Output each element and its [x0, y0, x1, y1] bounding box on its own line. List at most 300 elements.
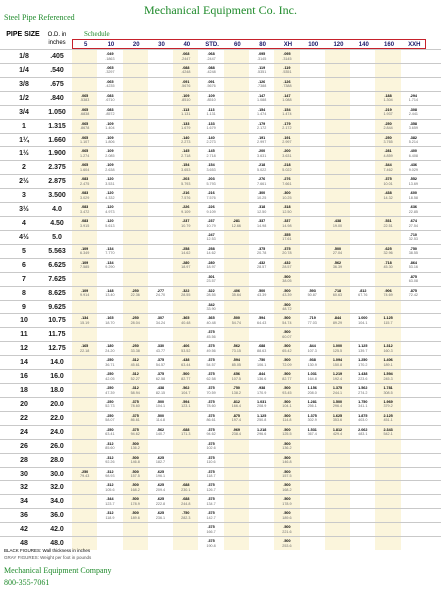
weight-per-foot: 118.7 — [206, 474, 216, 478]
pipe-row — [0, 174, 441, 188]
weight-per-foot: 10.79 — [181, 223, 191, 228]
schedule-cell — [249, 386, 274, 395]
pipe-row — [0, 508, 441, 522]
wall-thickness: .500 — [283, 455, 291, 460]
wall-thickness: .065 — [81, 121, 89, 126]
weight-per-foot: 142.7 — [206, 515, 216, 520]
schedule-cell — [249, 205, 274, 214]
schedule-header: 120 — [333, 42, 344, 48]
wall-thickness: .065 — [81, 163, 89, 168]
wall-thickness: .375 — [207, 497, 215, 502]
schedule-cell — [72, 247, 97, 256]
weight-per-foot: 22.18 — [80, 348, 90, 353]
weight-per-foot: 114.8 — [156, 418, 165, 423]
weight-per-foot: 13.69 — [408, 181, 418, 186]
schedule-cell — [401, 289, 426, 298]
wall-thickness: .438 — [156, 386, 165, 390]
weight-per-foot: 451.1 — [383, 418, 393, 423]
weight-per-foot: .7388 — [282, 84, 292, 89]
weight-per-foot: .2447 — [206, 56, 216, 61]
weight-per-foot: 9.290 — [105, 265, 115, 270]
weight-per-foot: 190.8 — [206, 543, 216, 548]
pipe-size: 3/8 — [19, 80, 29, 88]
wall-thickness: .562 — [333, 260, 342, 265]
weight-per-foot: 379.2 — [383, 404, 393, 409]
schedule-cell — [97, 122, 122, 131]
pipe-row — [0, 480, 441, 494]
schedule-cell — [300, 428, 325, 437]
weight-per-foot: 168.2 — [130, 487, 140, 492]
outside-diameter: 4.0 — [52, 206, 62, 214]
weight-per-foot: 244.1 — [332, 390, 343, 395]
wall-thickness: .500 — [283, 399, 291, 404]
wall-thickness: .065 — [81, 135, 89, 140]
weight-per-foot: 138.2 — [231, 390, 241, 395]
schedule-cell — [274, 163, 299, 172]
pipe-row — [0, 327, 441, 341]
schedule-cell — [249, 122, 274, 131]
schedule-cell — [350, 358, 375, 367]
pipe-size: 2½ — [19, 178, 29, 186]
schedule-cell — [148, 358, 173, 367]
schedule-cell — [274, 122, 299, 131]
wall-thickness: .375 — [207, 427, 215, 432]
wall-thickness: .312 — [106, 483, 114, 488]
wall-thickness: 1.594 — [383, 372, 393, 377]
schedule-cell — [97, 511, 122, 520]
schedule-cell — [72, 136, 97, 145]
outside-diameter: .840 — [50, 94, 64, 102]
schedule-cell — [274, 497, 299, 506]
wall-thickness: .250 — [384, 121, 392, 126]
schedule-cell — [274, 94, 299, 103]
schedule-cell — [173, 205, 198, 214]
outside-diameter: 2.875 — [48, 178, 66, 186]
weight-per-foot: 19.00 — [332, 223, 343, 228]
schedule-cell — [249, 177, 274, 186]
schedule-cell — [325, 261, 350, 270]
weight-per-foot: .3145 — [282, 56, 292, 61]
weight-per-foot: 296.6 — [257, 432, 267, 437]
weight-per-foot: 139.7 — [358, 348, 368, 353]
schedule-cell — [198, 219, 223, 228]
weight-per-foot: 104.7 — [181, 390, 191, 395]
schedule-cell — [249, 247, 274, 256]
wall-thickness: .188 — [384, 93, 392, 98]
wall-thickness: .109 — [81, 288, 89, 293]
wall-thickness: .119 — [258, 65, 266, 70]
weight-per-foot: 54.57 — [155, 362, 166, 367]
schedule-cell — [173, 247, 198, 256]
weight-per-foot: 36.39 — [332, 265, 343, 270]
schedule-cell — [350, 386, 375, 395]
wall-thickness: 1.375 — [307, 413, 317, 418]
schedule-cell — [173, 511, 198, 520]
schedule-cell — [375, 414, 400, 423]
weight-per-foot: 250.8 — [257, 418, 267, 423]
outside-diameter: 28.0 — [50, 456, 64, 464]
weight-per-foot: 1.679 — [206, 126, 216, 131]
schedule-cell — [375, 136, 400, 145]
pipe-size: 26 — [20, 442, 28, 450]
schedule-cell — [401, 108, 426, 117]
weight-per-foot: 32.96 — [383, 251, 393, 256]
weight-per-foot: 53.16 — [408, 265, 418, 270]
outside-diameter: .405 — [50, 53, 64, 60]
weight-per-foot: 38.55 — [408, 251, 418, 256]
wall-thickness: .250 — [106, 358, 114, 363]
wall-thickness: .119 — [283, 65, 291, 70]
schedule-cell — [249, 414, 274, 423]
weight-per-foot: .5676 — [181, 84, 191, 89]
wall-thickness: .375 — [207, 483, 215, 488]
wall-thickness: .406 — [182, 344, 190, 349]
wall-thickness: .330 — [156, 344, 165, 349]
schedule-cell — [198, 344, 223, 353]
weight-per-foot: 157.5 — [130, 474, 140, 478]
wall-thickness: .438 — [333, 219, 342, 223]
pipe-row — [0, 286, 441, 300]
schedule-cell — [173, 261, 198, 270]
weight-per-foot: 9.109 — [206, 209, 216, 214]
schedule-cell — [274, 303, 299, 312]
schedule-cell — [249, 191, 274, 200]
schedule-cell — [198, 483, 223, 492]
schedule-header: 80 — [259, 42, 266, 48]
wall-thickness: .109 — [106, 163, 114, 168]
schedule-cell — [198, 163, 223, 172]
schedule-cell — [148, 372, 173, 381]
weight-per-foot: 1.679 — [181, 126, 191, 131]
schedule-cell — [198, 108, 223, 117]
wall-thickness: .382 — [409, 135, 417, 140]
weight-per-foot: 82.15 — [155, 390, 166, 395]
wall-thickness: .375 — [207, 539, 215, 544]
weight-per-foot: 209.4 — [155, 487, 166, 492]
schedule-cell — [97, 456, 122, 465]
schedule-cell — [97, 149, 122, 158]
schedule-cell — [401, 233, 426, 242]
schedule-cell — [274, 511, 299, 520]
pipe-row — [0, 216, 441, 230]
weight-per-foot: .5383 — [80, 98, 90, 103]
weight-per-foot: 429.4 — [332, 432, 343, 437]
weight-per-foot: 125.5 — [282, 432, 292, 437]
weight-per-foot: 63.08 — [408, 279, 418, 284]
weight-per-foot: 2.718 — [181, 153, 191, 158]
weight-per-foot: 2.273 — [181, 140, 191, 144]
weight-per-foot: 123.1 — [181, 404, 191, 409]
outside-diameter: 6.625 — [48, 261, 66, 269]
schedule-cell — [97, 470, 122, 479]
schedule-cell — [148, 456, 173, 465]
schedule-cell — [148, 386, 173, 395]
schedule-cell — [198, 191, 223, 200]
schedule-header-row — [72, 39, 426, 49]
wall-thickness: .355 — [283, 232, 291, 237]
weight-per-foot: 85.05 — [231, 362, 241, 367]
weight-per-foot: .4248 — [181, 70, 191, 75]
pipe-size: 10 — [20, 317, 28, 325]
schedule-cell — [173, 316, 198, 325]
pipe-size: 2 — [22, 164, 26, 172]
schedule-cell — [123, 456, 148, 465]
wall-thickness: .134 — [106, 260, 114, 265]
pipe-size: 20 — [20, 400, 28, 408]
weight-per-foot: 50.87 — [307, 293, 317, 298]
weight-per-foot: 74.69 — [383, 293, 393, 298]
wall-thickness: .113 — [207, 107, 215, 112]
schedule-cell — [401, 149, 426, 158]
weight-per-foot: 2.441 — [408, 112, 418, 117]
wall-thickness: .358 — [409, 121, 417, 126]
pipe-row — [0, 146, 441, 160]
schedule-cell — [97, 191, 122, 200]
weight-per-foot: 86.61 — [206, 418, 216, 423]
weight-per-foot: 104.1 — [282, 404, 292, 409]
wall-thickness: .875 — [409, 288, 417, 293]
wall-thickness: .500 — [283, 413, 291, 418]
pipe-size: 9 — [22, 303, 26, 311]
wall-thickness: .375 — [207, 469, 215, 474]
schedule-cell — [148, 470, 173, 479]
weight-per-foot: 64.43 — [257, 320, 267, 325]
pipe-size: 48 — [20, 540, 28, 548]
weight-per-foot: 54.74 — [282, 320, 292, 325]
weight-per-foot: 244.8 — [181, 501, 191, 506]
weight-per-foot: 5.613 — [105, 223, 115, 228]
schedule-cell — [123, 316, 148, 325]
wall-thickness: .375 — [207, 344, 215, 349]
schedule-cell — [274, 136, 299, 145]
schedule-cell — [173, 386, 198, 395]
schedule-cell — [123, 400, 148, 409]
outside-diameter: 26.0 — [50, 442, 64, 450]
wall-thickness: .250 — [131, 344, 139, 349]
weight-per-foot: 12.50 — [282, 209, 292, 214]
wall-thickness: .216 — [207, 191, 215, 196]
schedule-cell — [375, 400, 400, 409]
schedule-cell — [173, 344, 198, 353]
wall-thickness: .147 — [283, 93, 291, 98]
wall-thickness: .938 — [308, 358, 316, 363]
schedule-cell — [274, 261, 299, 270]
wall-thickness: .280 — [207, 260, 215, 265]
pipe-size: 1/8 — [19, 53, 29, 60]
schedule-cell — [123, 428, 148, 437]
weight-per-foot: 1.088 — [282, 98, 292, 103]
schedule-cell — [198, 539, 223, 548]
pipe-size: 7 — [22, 275, 26, 283]
schedule-cell — [375, 261, 400, 270]
weight-per-foot: 178.9 — [282, 501, 292, 506]
schedule-cell — [249, 344, 274, 353]
weight-per-foot: 5.022 — [257, 167, 267, 172]
schedule-cell — [274, 400, 299, 409]
weight-per-foot: 45.30 — [383, 265, 393, 270]
schedule-cell — [97, 483, 122, 492]
weight-per-foot: 45.61 — [130, 362, 140, 367]
schedule-cell — [375, 177, 400, 186]
weight-per-foot: 10.25 — [257, 195, 267, 200]
schedule-cell — [274, 191, 299, 200]
weight-per-foot: 3.631 — [282, 153, 292, 158]
weight-per-foot: 353.6 — [332, 418, 343, 423]
wall-thickness: .065 — [106, 79, 114, 84]
weight-per-foot: 1.274 — [80, 153, 90, 158]
schedule-cell — [97, 428, 122, 437]
wall-thickness: .200 — [283, 149, 291, 154]
schedule-cell — [224, 414, 249, 423]
schedule-cell — [224, 358, 249, 367]
pipe-row — [0, 105, 441, 119]
wall-thickness: .656 — [232, 372, 240, 377]
schedule-cell — [97, 177, 122, 186]
wall-thickness: 1.031 — [257, 399, 267, 404]
wall-thickness: .312 — [131, 372, 139, 377]
schedule-cell — [123, 483, 148, 492]
pipe-row — [0, 230, 441, 244]
schedule-cell — [375, 94, 400, 103]
wall-thickness: .875 — [232, 413, 240, 418]
schedule-cell — [249, 80, 274, 89]
schedule-header: 40 — [183, 42, 191, 48]
weight-per-foot: 7.576 — [181, 195, 191, 200]
weight-per-foot: 7.770 — [105, 251, 115, 256]
wall-thickness: .203 — [207, 177, 215, 182]
schedule-cell — [274, 66, 299, 75]
schedule-header: XXH — [408, 42, 421, 48]
weight-per-foot: 197.4 — [231, 418, 241, 423]
schedule-cell — [249, 94, 274, 103]
wall-thickness: .375 — [207, 358, 215, 363]
wall-thickness: .095 — [258, 52, 266, 56]
company-title: Mechanical Equipment Co. Inc. — [144, 3, 297, 17]
pipe-size: 3 — [22, 192, 26, 200]
schedule-cell — [198, 372, 223, 381]
wall-thickness: .625 — [156, 469, 165, 474]
wall-thickness: .148 — [106, 288, 114, 293]
schedule-cell — [401, 275, 426, 284]
weight-per-foot: 43.77 — [155, 348, 166, 353]
schedule-cell — [173, 372, 198, 381]
schedule-cell — [274, 149, 299, 158]
weight-per-foot: 72.42 — [408, 293, 418, 298]
wall-thickness: .432 — [283, 260, 291, 265]
wall-thickness: 1.531 — [307, 427, 317, 432]
wall-thickness: .594 — [258, 316, 266, 321]
footer-company: Mechanical Equipment Company — [4, 566, 112, 575]
wall-thickness: .500 — [131, 455, 139, 460]
weight-per-foot: 10.01 — [383, 181, 393, 186]
schedule-cell — [123, 358, 148, 367]
wall-thickness: 1.500 — [332, 399, 343, 404]
wall-thickness: 2.125 — [383, 413, 393, 418]
schedule-cell — [325, 372, 350, 381]
outside-diameter: 10.75 — [48, 317, 66, 325]
weight-per-foot: 79.43 — [80, 474, 90, 478]
weight-per-foot: 60.63 — [332, 293, 343, 298]
schedule-cell — [123, 470, 148, 479]
weight-per-foot: 4.332 — [105, 195, 115, 200]
schedule-cell — [198, 122, 223, 131]
subtitle: Steel Pipe Referenced — [4, 13, 75, 22]
weight-per-foot: .2447 — [181, 56, 191, 61]
weight-per-foot: 18.58 — [408, 195, 418, 200]
schedule-cell — [173, 191, 198, 200]
wall-thickness: 1.281 — [307, 399, 317, 404]
schedule-cell — [148, 289, 173, 298]
weight-per-foot: 85.60 — [105, 446, 115, 451]
weight-per-foot: 2.638 — [105, 167, 115, 172]
pipe-size: 4½ — [19, 233, 29, 241]
wall-thickness: 1.750 — [358, 399, 368, 404]
outside-diameter: 34.0 — [50, 498, 64, 506]
schedule-cell — [401, 177, 426, 186]
schedule-cell — [274, 358, 299, 367]
pipe-size: 3/4 — [19, 108, 29, 116]
schedule-cell — [300, 289, 325, 298]
weight-per-foot: .4248 — [206, 70, 216, 75]
schedule-cell — [375, 149, 400, 158]
schedule-cell — [198, 525, 223, 534]
wall-thickness: .344 — [106, 497, 114, 502]
schedule-cell — [72, 94, 97, 103]
weight-per-foot: 302.9 — [307, 418, 317, 423]
wall-thickness: .594 — [232, 358, 240, 363]
schedule-cell — [375, 372, 400, 381]
weight-per-foot: 43.39 — [257, 293, 267, 298]
schedule-header: 100 — [308, 42, 319, 48]
weight-per-foot: 28.57 — [257, 265, 267, 270]
wall-thickness: .375 — [207, 399, 215, 404]
schedule-cell — [325, 414, 350, 423]
weight-per-foot: 1.131 — [181, 112, 191, 117]
weight-per-foot: 33.38 — [130, 348, 140, 353]
weight-per-foot: 67.76 — [358, 293, 368, 298]
wall-thickness: 1.406 — [383, 358, 393, 363]
weight-per-foot: 54.57 — [206, 362, 216, 367]
schedule-cell — [148, 483, 173, 492]
weight-per-foot: 164.8 — [307, 376, 317, 381]
outside-diameter: 5.0 — [52, 233, 62, 241]
pipe-size: 36 — [20, 512, 28, 520]
weight-per-foot: 18.97 — [206, 265, 216, 270]
schedule-cell — [72, 261, 97, 270]
schedule-cell — [274, 525, 299, 534]
weight-per-foot: .8510 — [181, 98, 191, 103]
wall-thickness: .154 — [182, 163, 190, 168]
weight-per-foot: 38.05 — [282, 279, 292, 284]
wall-thickness: .375 — [156, 358, 165, 363]
wall-thickness: .109 — [106, 121, 114, 126]
wall-thickness: 1.094 — [332, 358, 343, 363]
schedule-cell — [173, 497, 198, 506]
outside-diameter: 11.75 — [48, 331, 66, 339]
weight-per-foot: 40.48 — [206, 320, 216, 325]
wall-thickness: .342 — [207, 302, 215, 307]
schedule-cell — [350, 400, 375, 409]
schedule-cell — [375, 219, 400, 228]
schedule-cell — [198, 94, 223, 103]
schedule-cell — [148, 511, 173, 520]
wall-thickness: .337 — [283, 219, 291, 223]
pipe-size: 5 — [22, 247, 26, 255]
weight-per-foot: 296.4 — [332, 404, 343, 409]
wall-thickness: .294 — [409, 93, 417, 98]
wall-thickness: 1.812 — [332, 427, 343, 432]
wall-thickness: .375 — [131, 413, 139, 418]
